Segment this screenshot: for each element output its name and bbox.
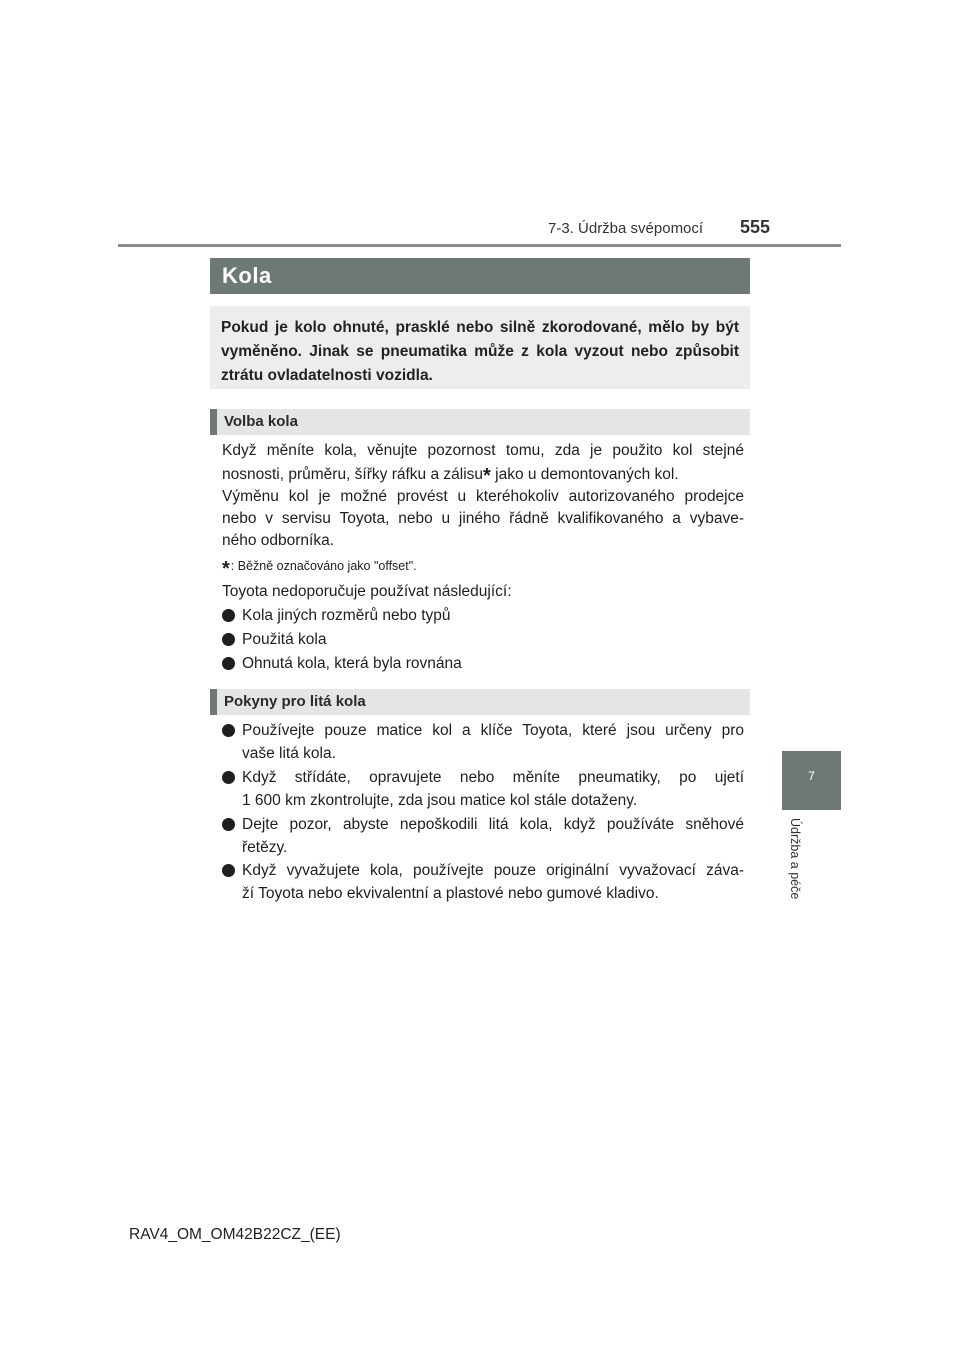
list-item-line: vaše litá kola.	[242, 745, 336, 762]
list-item-text	[242, 719, 744, 765]
list-item-text	[242, 859, 744, 905]
footnote	[222, 553, 417, 580]
document-code: RAV4_OM_OM42B22CZ_(EE)	[129, 1226, 341, 1243]
bullet-icon	[222, 609, 235, 622]
list-item-text: Použitá kola	[242, 631, 327, 648]
list-item	[222, 652, 744, 675]
paragraph-line: Výměnu kol je možné provést u kteréhokoliv autorizovaného prodejce	[222, 488, 744, 505]
paragraph-line-part: nosnosti, průměru, šířky ráfku a zálisu	[222, 466, 484, 483]
list-item-line: řetězy.	[242, 839, 288, 856]
list-item	[222, 628, 744, 651]
list-item	[222, 766, 744, 812]
heading-accent	[210, 409, 217, 435]
chapter-number: 7	[808, 769, 815, 783]
bullet-icon	[222, 633, 235, 646]
chapter-title: Údržba a péče	[788, 818, 802, 900]
paragraph-line	[222, 462, 744, 486]
bullet-icon	[222, 724, 235, 737]
title-bar	[210, 258, 750, 294]
list-item	[222, 604, 744, 627]
list-item-line: Dejte pozor, abyste nepoškodili litá kola, když používáte sněhové	[242, 816, 744, 833]
page-number: 555	[740, 217, 771, 237]
heading-accent	[210, 689, 217, 715]
paragraph-line-part: jako u demontovaných kol.	[490, 466, 679, 483]
page-title: Kola	[222, 263, 272, 288]
section-heading-pokyny-lita-kola	[210, 689, 750, 715]
list-item-text: Kola jiných rozměrů nebo typů	[242, 607, 451, 624]
chapter-tab	[782, 751, 841, 810]
list-item	[222, 719, 744, 765]
bullet-icon	[222, 864, 235, 877]
bullet-icon	[222, 657, 235, 670]
header-divider	[118, 244, 841, 247]
bullet-icon	[222, 818, 235, 831]
paragraph-line: Když měníte kola, věnujte pozornost tomu, zda je použito kol stejné	[222, 442, 744, 459]
asterisk-mark: *	[483, 465, 491, 487]
list-item-line: Používejte pouze matice kol a klíče Toyota, které jsou určeny pro	[242, 722, 744, 739]
footnote-text: : Běžně označováno jako "offset".	[230, 559, 417, 573]
section-heading-volba-kola	[210, 409, 750, 435]
list-item-line: ží Toyota nebo ekvivalentní a plastové nebo gumové kladivo.	[242, 885, 659, 902]
intro-text: Pokud je kolo ohnuté, prasklé nebo silně zkorodované, mělo by být vyměněno. Jinak se pneumatika může z kola vyzout nebo způsobit ztrátu ovladatelnosti vozidla.	[221, 319, 739, 384]
footnote-asterisk: *	[222, 558, 230, 580]
list-item-text: Ohnutá kola, která byla rovnána	[242, 655, 462, 672]
list-item-line: Když vyvažujete kola, používejte pouze originální vyvažovací záva-	[242, 862, 744, 879]
chapter-side-label	[788, 818, 804, 918]
list-item-text	[242, 813, 744, 859]
list-item	[222, 859, 744, 905]
list-item-line: Když střídáte, opravujete nebo měníte pneumatiky, po ujetí	[242, 769, 744, 786]
list-item-text	[242, 766, 744, 812]
section-paragraph	[222, 440, 744, 552]
list-item	[222, 813, 744, 859]
paragraph-line: nebo v servisu Toyota, nebo u jiného řádně kvalifikovaného a vybave-	[222, 510, 744, 527]
list-lead: Toyota nedoporučuje používat následující:	[222, 583, 512, 600]
bullet-icon	[222, 771, 235, 784]
section-heading-text: Pokyny pro litá kola	[224, 693, 366, 710]
intro-box	[210, 306, 750, 389]
list-item-line: 1 600 km zkontrolujte, zda jsou matice kol stále dotaženy.	[242, 792, 638, 809]
paragraph-line: ného odborníka.	[222, 532, 335, 549]
section-breadcrumb: 7-3. Údržba svépomocí	[548, 220, 704, 237]
section-heading-text: Volba kola	[224, 413, 298, 430]
